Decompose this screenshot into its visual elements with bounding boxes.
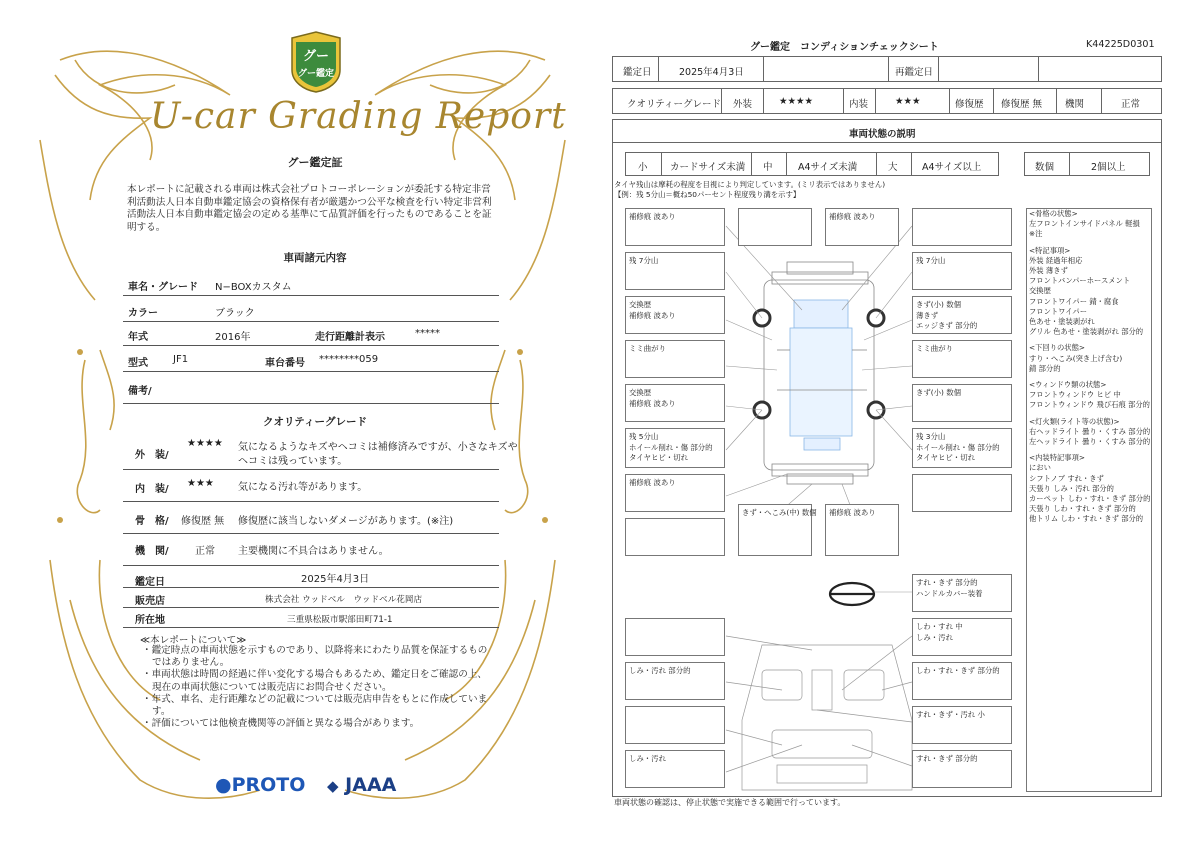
interior-box-rear-left-seat: しみ・汚れ [625,750,725,788]
damage-box-right-door: ミミ曲がり [912,340,1012,378]
notes-line: 天張り しわ・すれ・きず 部分的 [1029,504,1136,514]
spec-row-name: 車名・グレード N−BOXカスタム [123,270,499,296]
damage-box-left-door: ミミ曲がり [625,340,725,378]
quality-row-exterior: 外 装/ ★★★★ 気になるようなキズやヘコミは補修済みですが、小さなキズや ヘコミは残っています。 [123,434,499,470]
quality-grade-title: クオリティーグレード [263,416,367,428]
appraisal-date-row: 鑑定日 2025年4月3日 再鑑定日 [612,56,1162,82]
row-appraisal-date: 鑑定日 2025年4月3日 [123,566,499,588]
goo-kantei-logo [288,30,344,94]
notes-line: 左ヘッドライト 曇り・くすみ 部分的 [1029,437,1151,447]
report-note: ・評価については他検査機関等の評価と異なる場合があります。 [142,718,420,730]
interior-box-rear-right-seat: すれ・きず 部分的 [912,750,1012,788]
notes-line: フロントワイパー 錆・腐食 [1029,296,1119,306]
damage-box-right-front-tire: 残 7分山 [912,252,1012,290]
notes-line: 外装 薄きず [1029,266,1068,276]
row-address: 所在地 三重県松阪市駅部田町71-1 [123,608,499,628]
report-note: ・年式、車名、走行距離などの記載については販売店申告をもとに作成しています。 [142,693,488,718]
damage-box-rear-left [625,518,725,556]
grade-row: クオリティーグレード 外装 ★★★★ 内装 ★★★ 修復歴 修復歴 無 機関 正常 [612,88,1162,114]
notes-line: 外装 経過年相応 [1029,255,1083,265]
size-legend-row: 小 カードサイズ未満 中 A4サイズ未満 大 A4サイズ以上 [625,152,999,176]
damage-box-right-fender: きず(小) 数個 薄きず エッジきず 部分的 [912,296,1012,334]
certificate-body: 本レポートに記載される車両は株式会社プロトコーポレーションが委託する特定非営利活動法人日本自動車鑑定協会の資格保有者が厳選かつ公平な検査を行い特定非営利活動法人日本自動車鑑定協会の定める基準にて品質評価を行ったものであることを証明する。 [127,184,492,233]
interior-box-dashboard [625,618,725,656]
spec-row-color: カラー ブラック [123,296,499,322]
damage-box-left-rear-tire: 残 5分山 ホイール削れ・傷 部分的 タイヤヒビ・切れ [625,428,725,468]
spec-row-model: 型式 JF1 車台番号 ********059 [123,346,499,372]
interior-box-right-door-trim: しわ・すれ・きず 部分的 [912,662,1012,700]
notes-line: シフトノブ すれ・きず [1029,473,1104,483]
report-note: ・車両状態は時間の経過に伴い変化する場合もあるため、鑑定日をご確認の上、現在の車両状態については販売店にお問合せください。 [142,669,487,693]
notes-line: フロントワイパー [1029,306,1088,316]
count-legend: 数個 2個以上 [1024,152,1150,176]
notes-line: 交換歴 [1029,286,1051,296]
damage-box-left-quarter: 補修痕 波あり [625,474,725,512]
notes-line: <下回りの状態> [1029,343,1086,353]
ucar-grading-report-title: U-car Grading Report [150,96,567,137]
sheet-title: グー鑑定 コンディションチェックシート [750,42,939,53]
interior-box-left-trim [625,706,725,744]
interior-box-front-left-seat: しみ・汚れ 部分的 [625,662,725,700]
damage-box-front-center [738,208,812,246]
quality-row-interior: 内 装/ ★★★ 気になる汚れ等があります。 [123,470,499,502]
notes-line: フロントウィンドウ 飛び石痕 部分的 [1029,400,1150,410]
tire-example-note: 【例：残 5分山＝概ね50パーセント程度残り溝を示す】 [614,190,801,199]
notes-line: <ウィンドウ類の状態> [1029,380,1107,390]
damage-box-right-rear-door: きず(小) 数個 [912,384,1012,422]
damage-box-front-right-2 [912,208,1012,246]
section-header: 車両状態の説明 [612,119,1162,143]
partner-logos [215,770,415,800]
condition-notes-panel [1026,208,1152,792]
spec-row-remarks: 備考/ [123,372,499,404]
notes-line: 天張り しみ・汚れ 部分的 [1029,483,1114,493]
proto-logo: ●PROTO [215,774,306,796]
interior-box-steering: すれ・きず 部分的 ハンドルカバー装着 [912,574,1012,612]
notes-line: フロントバンパーホースメント [1029,276,1131,286]
damage-box-rear-center: きず・へこみ(中) 数個 [738,504,812,556]
sheet-id: K44225D0301 [1086,39,1155,50]
notes-line: 色あせ・塗装剥がれ [1029,317,1095,327]
report-notes [142,645,492,730]
notes-line: 左フロントインサイドパネル 軽損 [1029,219,1140,229]
damage-box-right-rear-tire: 残 3分山 ホイール削れ・傷 部分的 タイヤヒビ・切れ [912,428,1012,468]
damage-box-right-quarter [912,474,1012,512]
notes-line: カーペット しわ・すれ・きず 部分的 [1029,494,1151,504]
row-dealer: 販売店 株式会社 ウッドベル ウッドベル花岡店 [123,588,499,608]
jaaa-logo: ◆ JAAA [327,774,397,796]
svg-text:グー鑑定: グー鑑定 [297,69,335,79]
footer-note: 車両状態の確認は、停止状態で実施できる範囲で行っています。 [614,798,846,807]
spec-row-year: 年式 2016年 走行距離計表示 ***** [123,322,499,346]
svg-text:グー: グー [302,49,330,64]
interior-box-console: すれ・きず・汚れ 小 [912,706,1012,744]
damage-box-front-left: 補修痕 波あり [625,208,725,246]
damage-box-left-rear-door: 交換歴 補修痕 波あり [625,384,725,422]
damage-box-rear-right: 補修痕 波あり [825,504,899,556]
notes-line: グリル 色あせ・塗装剥がれ 部分的 [1029,327,1144,337]
report-note: ・鑑定時点の車両状態を示すものであり、以降将来にわたり品質を保証するものではありません。 [142,645,488,669]
notes-line: 右ヘッドライト 曇り・くすみ 部分的 [1029,426,1151,436]
spec-section-title: 車両諸元内容 [283,252,347,264]
interior-box-front-right-seat: しわ・すれ 中 しみ・汚れ [912,618,1012,656]
damage-box-left-front-tire: 残 7分山 [625,252,725,290]
damage-box-left-fender: 交換歴 補修痕 波あり [625,296,725,334]
damage-box-front-right: 補修痕 波あり [825,208,899,246]
quality-row-frame: 骨 格/ 修復歴 無 修復歴に該当しないダメージがあります。(※注) [123,502,499,534]
tire-note: タイヤ残山は摩耗の程度を目視により判定しています。(ミリ表示ではありません) [614,180,886,189]
notes-line: ※注 [1029,229,1043,239]
notes-line: <骨格の状態> [1029,209,1078,218]
notes-line: におい [1029,463,1051,473]
certificate-title: グー鑑定証 [287,156,343,169]
notes-line: 他トリム しわ・すれ・きず 部分的 [1029,514,1144,524]
report-notes-title: ≪本レポートについて≫ [140,635,247,646]
notes-line: すり・へこみ(突き上げ含む) [1029,353,1123,363]
notes-line: フロントウィンドウ ヒビ 中 [1029,390,1121,400]
notes-line: 錆 部分的 [1029,363,1061,373]
notes-line: <特記事項> [1029,245,1071,255]
notes-line: <灯火類(ライト等の状態)> [1029,416,1120,426]
notes-line: <内装特記事項> [1029,453,1086,463]
quality-row-engine: 機 関/ 正常 主要機関に不具合はありません。 [123,534,499,566]
